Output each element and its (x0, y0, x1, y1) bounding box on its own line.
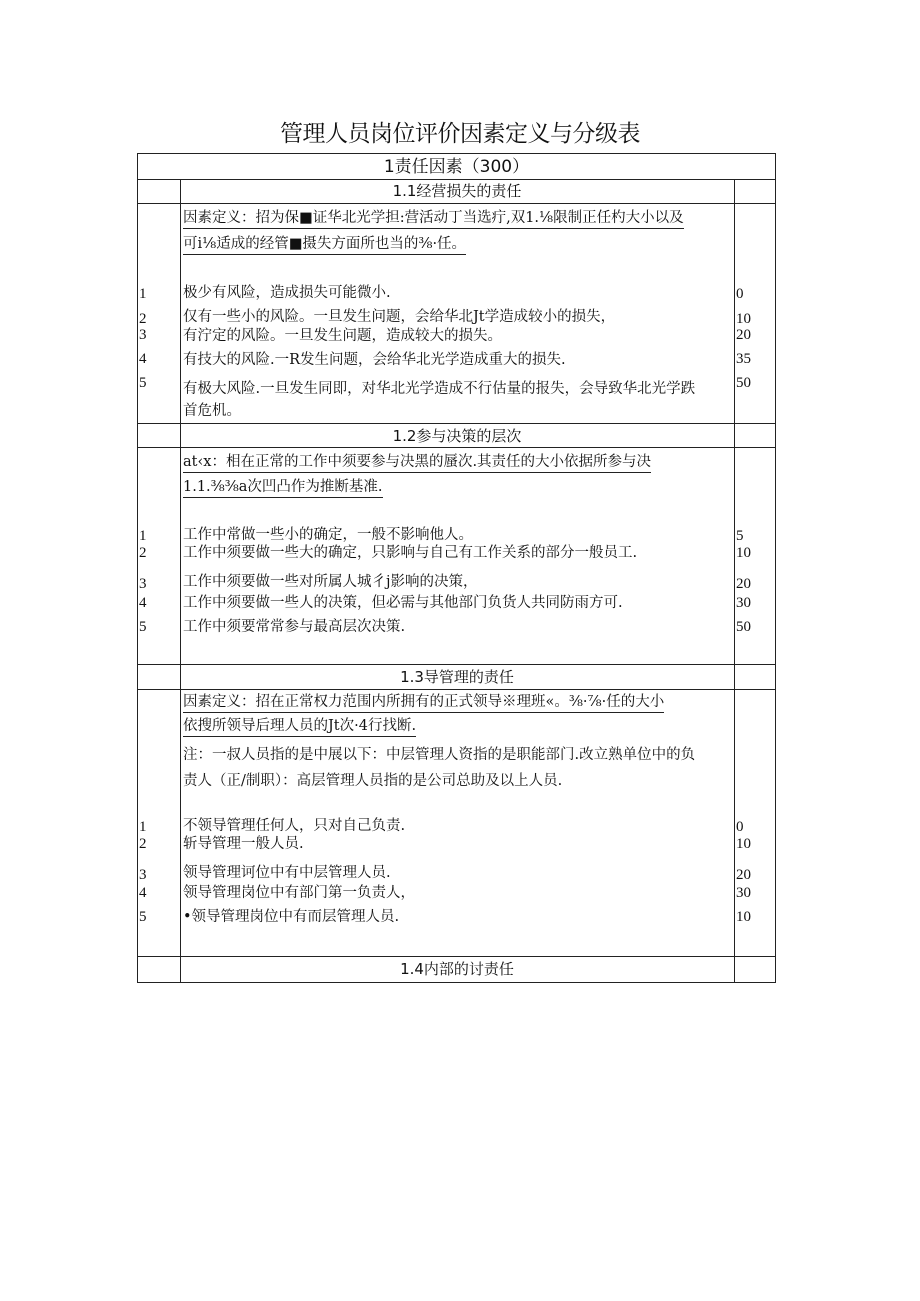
section-definition: 因素定义：招在正常权力范围内所拥有的正式领导※理班«。⅜·⅞·任的大小 (183, 694, 664, 713)
table-rule (137, 203, 776, 204)
level-score: 5 (736, 528, 744, 544)
level-number: 4 (139, 885, 147, 901)
table-rule (137, 153, 776, 154)
table-rule (137, 982, 776, 983)
level-description: 工作中须要常常参与最高层次决策. (183, 619, 406, 635)
level-score: 20 (736, 576, 751, 592)
level-description: 有技大的风险.一R发生问题，会给华北光学造成重大的损失. (183, 352, 566, 368)
level-score: 30 (736, 595, 751, 611)
table-rule (137, 664, 776, 665)
level-description: 工作中须要做一些人的决策，但必需与其他部门负货人共同防雨方可. (183, 595, 623, 611)
table-rule (137, 447, 776, 448)
section-definition: 可i⅛适成的经管■摄失方面所也当的⅜·任。 (183, 236, 466, 255)
section-heading: 1.4内部的讨责任 (400, 960, 514, 978)
level-description: 工作中须要做一些对所属人城彳j影响的决策， (183, 574, 478, 590)
table-rule (137, 689, 776, 690)
evaluation-table (137, 153, 776, 983)
section-heading: 1.3导管理的责任 (400, 668, 514, 686)
level-number: 4 (139, 595, 147, 611)
level-description: 斩导管理一般人员. (183, 836, 304, 852)
level-description: 极少有风险，造成损失可能微小. (183, 285, 391, 301)
table-rule (775, 153, 776, 983)
level-score: 10 (736, 909, 751, 925)
table-rule (137, 153, 138, 983)
level-score: 50 (736, 619, 751, 635)
level-number: 2 (139, 311, 147, 327)
level-description: 仅有一些小的风险。一旦发生问题，会给华北Jt学造成较小的损失， (183, 309, 616, 325)
level-description-continued: 首危机。 (183, 403, 241, 419)
level-score: 50 (736, 375, 751, 391)
level-number: 1 (139, 286, 147, 302)
level-number: 1 (139, 819, 147, 835)
section-note: 注：一叔人员指的是中展以下：中层管理人资指的是职能部门.改立熟单位中的负 (183, 747, 696, 763)
level-score: 30 (736, 885, 751, 901)
level-score: 0 (736, 819, 744, 835)
level-number: 2 (139, 545, 147, 561)
table-rule (180, 179, 181, 983)
level-number: 4 (139, 351, 147, 367)
level-number: 2 (139, 836, 147, 852)
level-description: 工作中常做一些小的确定，一般不影响他人。 (183, 527, 473, 543)
level-description: 领导管理诃位中有中层管理人员. (183, 865, 391, 881)
level-score: 10 (736, 545, 751, 561)
section-definition: at‹x：相在正常的工作中须要参与决黑的蜃次.其责任的大小依据所参与决 (183, 454, 651, 473)
table-rule (137, 179, 776, 180)
level-number: 5 (139, 909, 147, 925)
section-heading: 1.2参与决策的层次 (392, 427, 522, 445)
level-description: 领导管理岗位中有部门第一负责人， (183, 885, 415, 901)
level-number: 3 (139, 576, 147, 592)
level-score: 20 (736, 327, 751, 343)
level-number: 5 (139, 375, 147, 391)
level-score: 0 (736, 286, 744, 302)
section-definition: 1.1.⅜⅜a次凹凸作为推断基准. (183, 479, 383, 498)
section-definition: 依搜所领导后理人员的Jt次·4行找断. (183, 718, 416, 737)
level-description: 有极大风险.一旦发生同即，对华北光学造成不行估量的报失，会导致华北光学跌 (183, 381, 696, 397)
table-rule (137, 956, 776, 957)
level-number: 5 (139, 619, 147, 635)
level-description: •领导管理岗位中有而层管理人员. (183, 909, 400, 925)
table-header: 1责任因素（300） (383, 157, 530, 177)
level-description: 工作中须要做一些大的确定，只影响与自己有工作关系的部分一般员工. (183, 545, 638, 561)
level-score: 20 (736, 867, 751, 883)
level-number: 3 (139, 867, 147, 883)
level-description: 有泞定的风险。一旦发生问题，造成较大的损失。 (183, 328, 502, 344)
page-title: 管理人员岗位评价因素定义与分级表 (280, 121, 640, 147)
level-score: 10 (736, 311, 751, 327)
level-number: 3 (139, 327, 147, 343)
level-score: 35 (736, 351, 751, 367)
level-number: 1 (139, 528, 147, 544)
section-definition: 因素定义：招为保■证华北光学担:营活动丁当选疔,双1.⅛限制正任杓大小以及 (183, 210, 684, 229)
level-description: 不领导管理任何人，只对自己负责. (183, 818, 406, 834)
section-note: 责人（正/制职）：高层管理人员指的是公司总助及以上人员. (183, 773, 563, 789)
section-heading: 1.1经营损失的责任 (392, 182, 522, 200)
table-rule (734, 179, 735, 983)
level-score: 10 (736, 836, 751, 852)
table-rule (137, 423, 776, 424)
